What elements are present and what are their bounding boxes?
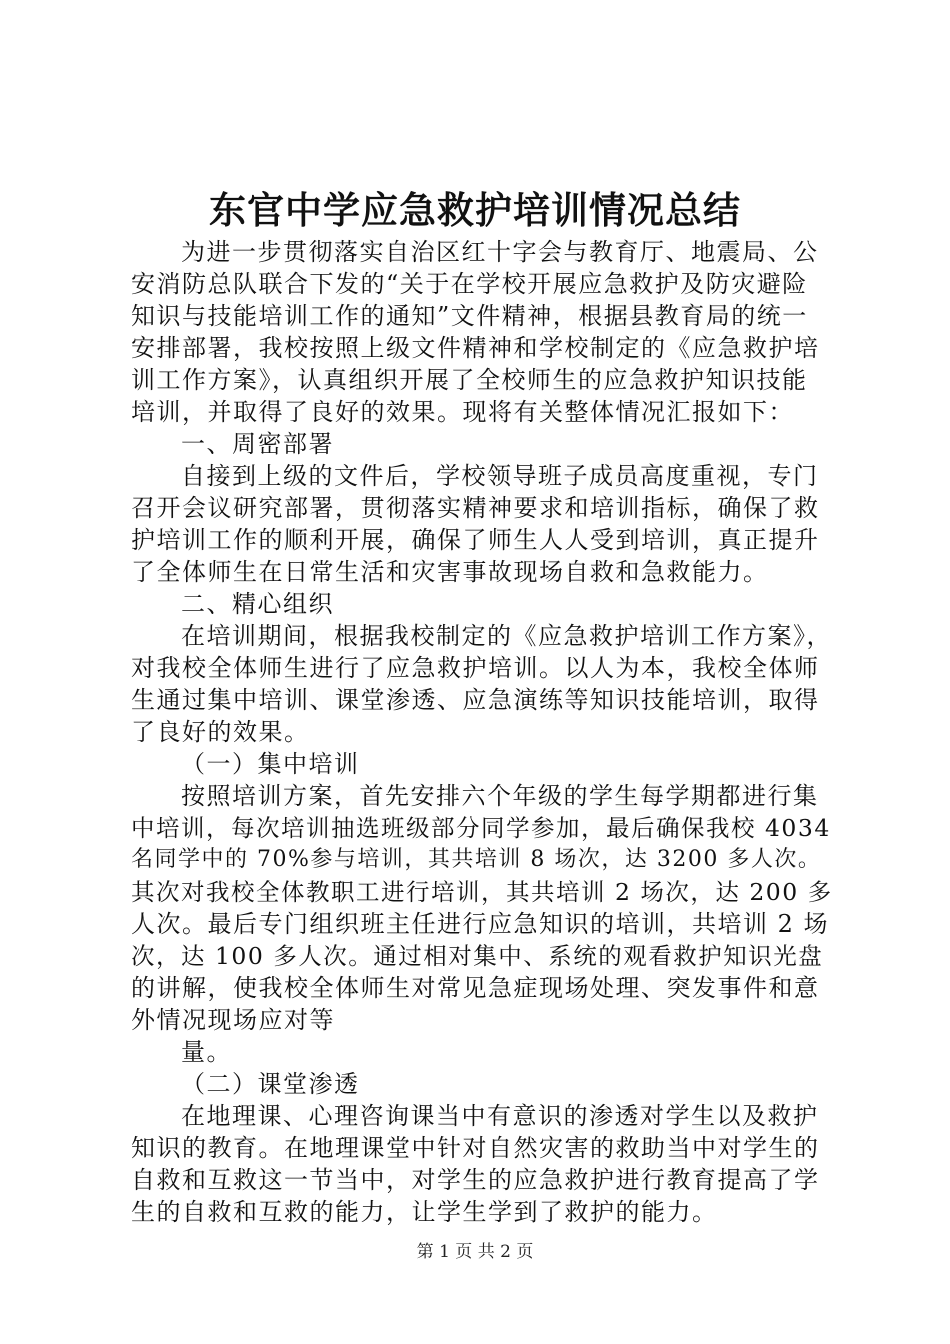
body-line: 名同学中的 70%参与培训，其共培训 8 场次，达 3200 多人次。: [131, 847, 822, 872]
body-line: 自接到上级的文件后，学校领导班子成员高度重视，专门: [181, 462, 819, 490]
body-line: 其次对我校全体教职工进行培训，其共培训 2 场次，达 200 多: [131, 878, 833, 906]
body-line: 在培训期间，根据我校制定的《应急救护培训工作方案》，: [181, 622, 832, 650]
body-line: 知识的教育。在地理课堂中针对自然灾害的救助当中对学生的: [131, 1134, 820, 1162]
body-line: 知识与技能培训工作的通知”文件精神，根据县教育局的统一: [131, 302, 808, 330]
body-line: 召开会议研究部署，贯彻落实精神要求和培训指标，确保了救: [131, 494, 820, 522]
body-line: 按照培训方案，首先安排六个年级的学生每学期都进行集: [181, 782, 819, 810]
body-line: 了全体师生在日常生活和灾害事故现场自救和急救能力。: [131, 558, 769, 586]
body-line: 训工作方案》，认真组织开展了全校师生的应急救护知识技能: [131, 366, 808, 394]
body-line: 的讲解，使我校全体师生对常见急症现场处理、突发事件和意: [131, 974, 820, 1002]
document-title: 东官中学应急救护培训情况总结: [209, 188, 741, 232]
body-line: 了良好的效果。: [131, 718, 310, 746]
body-line: 对我校全体师生进行了应急救护培训。以人为本，我校全体师: [131, 654, 820, 682]
body-line: 次，达 100 多人次。通过相对集中、系统的观看救护知识光盘: [131, 942, 824, 970]
body-line: 培训，并取得了良好的效果。现将有关整体情况汇报如下：: [131, 398, 794, 426]
section-heading: 二、精心组织: [181, 590, 334, 618]
body-line: 在地理课、心理咨询课当中有意识的渗透对学生以及救护: [181, 1102, 819, 1130]
section-heading: 一、周密部署: [181, 430, 334, 458]
body-line: 中培训，每次培训抽选班级部分同学参加，最后确保我校 4034: [131, 814, 831, 842]
body-line: 生的自救和互救的能力，让学生学到了救护的能力。: [131, 1198, 718, 1226]
body-line: 人次。最后专门组织班主任进行应急知识的培训，共培训 2 场: [131, 910, 830, 938]
body-line: 护培训工作的顺利开展，确保了师生人人受到培训，真正提升: [131, 526, 820, 554]
page-number-footer: 第 1 页 共 2 页: [416, 1242, 534, 1262]
body-line: 安消防总队联合下发的“关于在学校开展应急救护及防灾避险: [131, 270, 808, 298]
body-line: 量。: [181, 1038, 232, 1066]
body-line: 生通过集中培训、课堂渗透、应急演练等知识技能培训，取得: [131, 686, 820, 714]
body-line: 自救和互救这一节当中，对学生的应急救护进行教育提高了学: [131, 1166, 820, 1194]
subsection-heading: （二）课堂渗透: [181, 1070, 360, 1098]
body-line: 安排部署，我校按照上级文件精神和学校制定的《应急救护培: [131, 334, 820, 362]
body-line: 外情况现场应对等: [131, 1006, 335, 1034]
subsection-heading: （一）集中培训: [181, 750, 360, 778]
body-line: 为进一步贯彻落实自治区红十字会与教育厅、地震局、公: [181, 238, 819, 266]
